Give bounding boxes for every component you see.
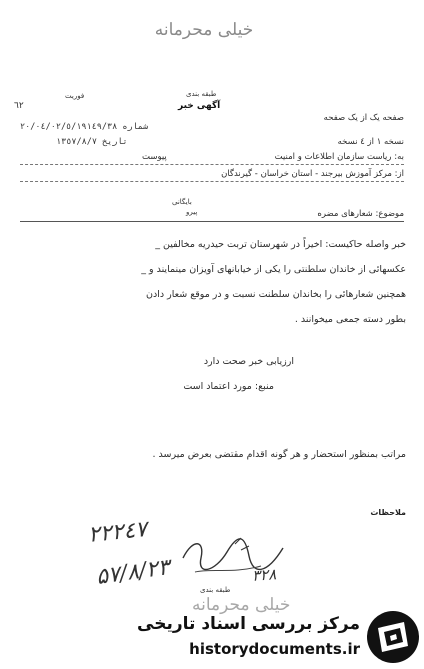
copy-count-line: نسخه ۱ از ٤ نسخه	[337, 137, 404, 147]
footer-classification-label: طبقه بندی	[200, 586, 231, 594]
page-count-line: صفحه یک از یک صفحه	[323, 113, 404, 123]
body-line-2: عکسهائی از خاندان سلطنتی را یکی از خیابانهای آویزان مینمایند و _	[141, 264, 406, 275]
handwritten-registration-number: ۲۲۲٤۷	[86, 516, 149, 549]
document-number: شماره ۲۰/۰٤/۰۲/٥/۱۹۱٤۹/۳۸	[20, 122, 148, 132]
handwritten-sign-number: ۳۲۸	[251, 565, 277, 585]
body-line-1: خبر واصله حاکیست: اخیراً در شهرستان تربت حیدریه مخالفین _	[155, 239, 406, 250]
priority-label: فوریت	[65, 92, 85, 100]
archive-sub-label: پیرو	[186, 208, 198, 216]
attachment-label: پیوست	[142, 152, 167, 162]
handwritten-date: ۵۷/۸/۲۳	[94, 554, 172, 591]
watermark-url: historydocuments.ir	[189, 640, 360, 658]
recipient-line: به: ریاست سازمان اطلاعات و امنیت	[274, 152, 404, 162]
classification-label: طبقه بندی	[186, 90, 217, 98]
subject-line: موضوع: شعارهای مضره	[317, 209, 404, 219]
archive-logo-icon	[364, 608, 422, 666]
assessment-line: ارزیابی خبر صحت دارد	[203, 356, 294, 367]
source-line: منبع: مورد اعتماد است	[183, 381, 274, 392]
sender-rule	[20, 181, 404, 182]
handwritten-signature	[175, 528, 295, 588]
body-line-4: بطور دسته جمعی میخوانند .	[294, 314, 406, 325]
page-reference-number: ٦٢	[14, 101, 24, 111]
watermark-org-name: مرکز بررسی اسناد تاریخی	[137, 614, 360, 634]
subject-rule	[20, 221, 404, 222]
archive-label: بایگانی	[172, 198, 192, 206]
classification-stamp-bottom: خیلی محرمانه	[192, 595, 291, 615]
document-type: آگهی خبر	[178, 101, 221, 111]
document-date: تاریخ ۱۳٥۷/۸/۷	[56, 137, 128, 147]
recipient-rule	[20, 164, 404, 165]
classification-stamp-top: خیلی محرمانه	[154, 20, 254, 40]
closing-line: مراتب بمنظور استحضار و هر گونه اقدام مقتضی بعرض میرسد .	[152, 449, 406, 460]
body-line-3: همچنین شعارهائی را بخاندان سلطنت نسبت و در موقع شعار دادن	[146, 289, 406, 300]
notes-label: ملاحظات	[370, 508, 406, 517]
sender-line: از: مرکز آموزش بیرجند - استان خراسان - گیرندگان	[221, 169, 404, 179]
archive-watermark	[137, 606, 424, 669]
